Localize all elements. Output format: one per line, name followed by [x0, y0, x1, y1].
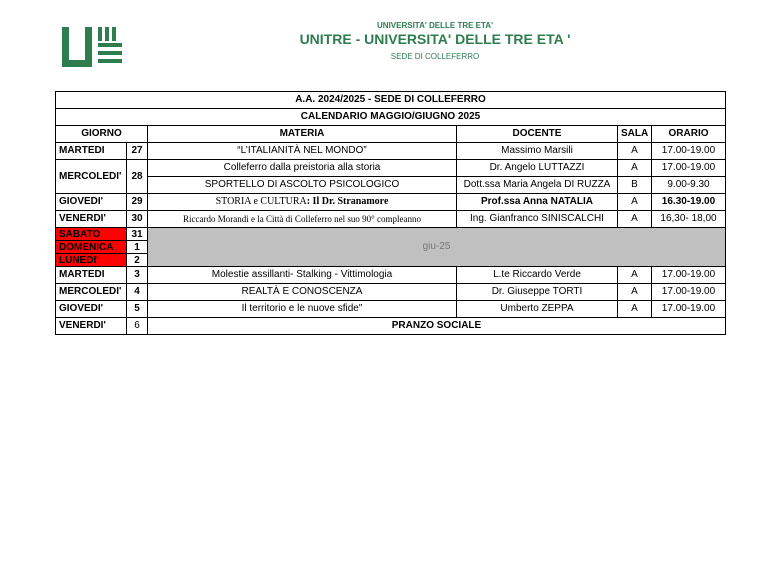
sala-cell: A — [618, 194, 652, 211]
day-cell: LUNEDI' — [56, 254, 127, 267]
orario-cell: 17.00-19.00 — [652, 143, 726, 160]
orario-cell: 17.00-19.00 — [652, 267, 726, 284]
orario-cell: 16.30-19.00 — [652, 194, 726, 211]
date-cell: 2 — [127, 254, 148, 267]
col-header-materia: MATERIA — [148, 126, 457, 143]
table-title-row — [56, 92, 726, 109]
orario-cell: 9.00-9.30 — [652, 177, 726, 194]
orario-cell: 16,30- 18,00 — [652, 211, 726, 228]
materia-cell: SPORTELLO DI ASCOLTO PSICOLOGICO — [148, 177, 457, 194]
day-cell: MARTEDI — [56, 143, 127, 160]
docente-cell: Dott.ssa Maria Angela DI RUZZA — [457, 177, 618, 194]
sala-cell: A — [618, 301, 652, 318]
table-row — [56, 194, 726, 211]
materia-part-bold: : Il Dr. Stranamore — [306, 196, 389, 207]
col-header-giorno: GIORNO — [56, 126, 148, 143]
docente-cell: Prof.ssa Anna NATALIA — [457, 194, 618, 211]
sala-cell: B — [618, 177, 652, 194]
date-cell: 3 — [127, 267, 148, 284]
day-cell: VENERDI' — [56, 318, 127, 335]
materia-cell: REALTÀ E CONOSCENZA — [148, 284, 457, 301]
col-header-orario: ORARIO — [652, 126, 726, 143]
date-cell: 28 — [127, 160, 148, 194]
holiday-block: giu-25 — [148, 228, 726, 267]
table-row — [56, 143, 726, 160]
table-header-row — [56, 126, 726, 143]
materia-cell: Molestie assillanti- Stalking - Vittimologia — [148, 267, 457, 284]
table-row — [56, 211, 726, 228]
day-cell: VENERDI' — [56, 211, 127, 228]
table-row — [56, 160, 726, 177]
sala-cell: A — [618, 284, 652, 301]
date-cell: 30 — [127, 211, 148, 228]
date-cell: 27 — [127, 143, 148, 160]
day-cell: MARTEDI — [56, 267, 127, 284]
table-row — [56, 318, 726, 335]
sala-cell: A — [618, 160, 652, 177]
date-cell: 31 — [127, 228, 148, 241]
col-header-docente: DOCENTE — [457, 126, 618, 143]
sala-cell: A — [618, 143, 652, 160]
table-row — [56, 228, 726, 241]
sala-cell: A — [618, 211, 652, 228]
docente-cell: Dr. Giuseppe TORTI — [457, 284, 618, 301]
day-cell: SABATO — [56, 228, 127, 241]
date-cell: 4 — [127, 284, 148, 301]
day-cell: DOMENICA — [56, 241, 127, 254]
table-title: A.A. 2024/2025 - SEDE DI COLLEFERRO — [56, 92, 726, 109]
day-cell: MERCOLEDI' — [56, 284, 127, 301]
materia-cell — [148, 194, 457, 211]
docente-cell: Massimo Marsili — [457, 143, 618, 160]
header-location: SEDE DI COLLEFERRO — [390, 52, 480, 61]
day-cell: GIOVEDI' — [56, 301, 127, 318]
docente-cell: Ing. Gianfranco SINISCALCHI — [457, 211, 618, 228]
docente-cell: Umberto ZEPPA — [457, 301, 618, 318]
sala-cell: A — [618, 267, 652, 284]
header-title: UNITRE - UNIVERSITA' DELLE TRE ETA ' — [299, 31, 571, 47]
header-subtitle: UNIVERSITA' DELLE TRE ETA' — [377, 21, 493, 30]
table-row — [56, 177, 726, 194]
materia-part: STORIA e CULTURA — [215, 196, 307, 207]
docente-cell: Dr. Angelo LUTTAZZI — [457, 160, 618, 177]
table-row — [56, 284, 726, 301]
orario-cell: 17.00-19.00 — [652, 301, 726, 318]
materia-cell: Colleferro dalla preistoria alla storia — [148, 160, 457, 177]
materia-cell: “L’ITALIANITÀ NEL MONDO” — [148, 143, 457, 160]
table-row — [56, 301, 726, 318]
date-cell: 1 — [127, 241, 148, 254]
date-cell: 29 — [127, 194, 148, 211]
table-subtitle-row — [56, 109, 726, 126]
orario-cell: 17.00-19.00 — [652, 284, 726, 301]
materia-cell: Riccardo Morandi e la Città di Colleferro nel suo 90° compleanno — [148, 211, 457, 228]
col-header-sala: SALA — [618, 126, 652, 143]
date-cell: 6 — [127, 318, 148, 335]
unitre-logo-icon — [62, 27, 124, 69]
event-cell: PRANZO SOCIALE — [148, 318, 726, 335]
table-subtitle: CALENDARIO MAGGIO/GIUGNO 2025 — [56, 109, 726, 126]
orario-cell: 17.00-19.00 — [652, 160, 726, 177]
day-cell: GIOVEDI' — [56, 194, 127, 211]
docente-cell: L.te Riccardo Verde — [457, 267, 618, 284]
day-cell: MERCOLEDI' — [56, 160, 127, 194]
table-row — [56, 267, 726, 284]
date-cell: 5 — [127, 301, 148, 318]
materia-cell: Il territorio e le nuove sfide" — [148, 301, 457, 318]
calendar-table — [55, 91, 726, 335]
